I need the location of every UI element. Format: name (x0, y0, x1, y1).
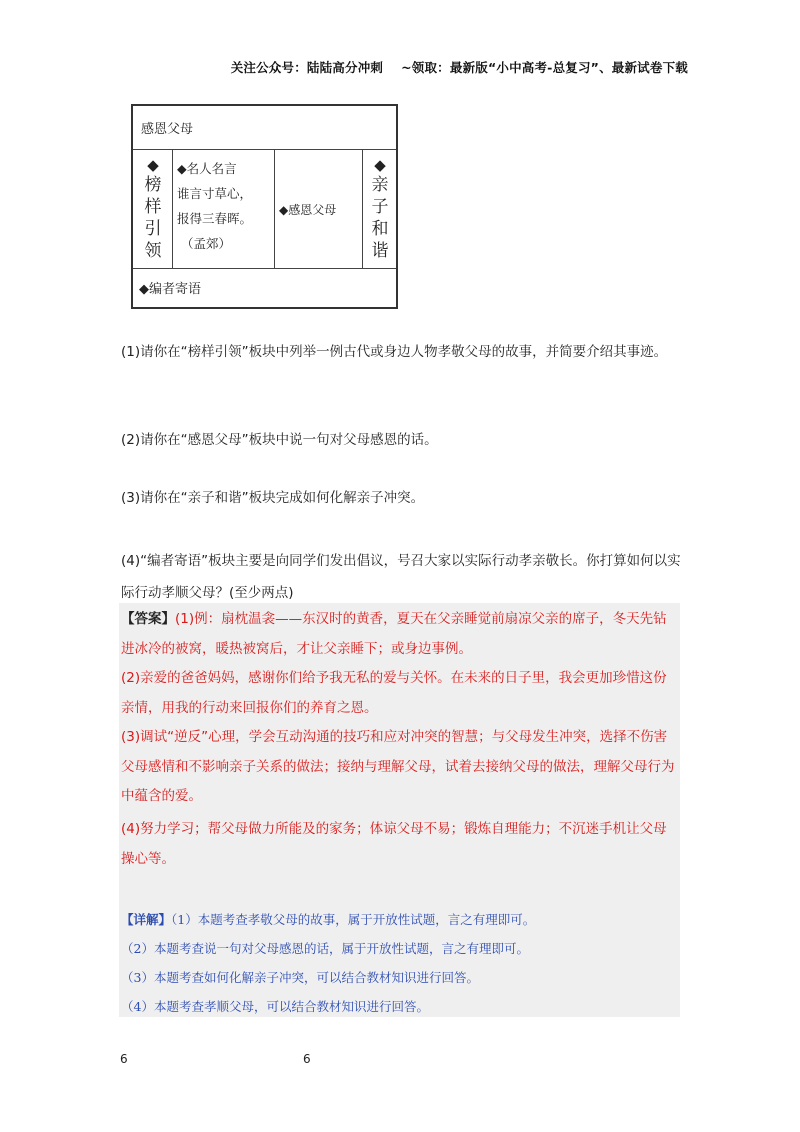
board-editor-row (133, 268, 396, 307)
quote-line: 谁言寸草心， (177, 186, 253, 201)
header-right: ~领取：最新版“小中高考-总复习”、最新试卷下载 (401, 60, 688, 75)
page-number: 6 (120, 1052, 128, 1066)
divider (362, 149, 363, 269)
section-char: 引 (144, 219, 162, 239)
question-3: (3)请你在“亲子和谐”板块完成如何化解亲子冲突。 (121, 490, 425, 506)
section-role-model (140, 156, 166, 262)
answer-text: (1)例：扇枕温衾——东汉时的黄香，夏天在父亲睡觉前扇凉父亲的席子，冬天先钻进冰冷的被窝，暖热被窝后，才让父亲睡下；或身边事例。 (121, 611, 667, 657)
section-char: 谐 (371, 241, 389, 261)
page-number: 6 (303, 1052, 311, 1066)
detail-label: 【详解】 (121, 912, 172, 927)
section-char: 领 (144, 241, 162, 261)
answer-item-2: (2)亲爱的爸爸妈妈，感谢你们给予我无私的爱与关怀。在未来的日子里，我会更加珍惜这份亲情，用我的行动来回报你们的养育之恩。 (121, 670, 667, 716)
gratitude-cell: ◆感恩父母 (279, 203, 337, 217)
divider (274, 149, 275, 269)
board-title-row (133, 106, 396, 150)
section-family-harmony (367, 156, 393, 262)
detail-line-3: （3）本题考查如何化解亲子冲突，可以结合教材知识进行回答。 (121, 970, 479, 985)
quote-heading: ◆名人名言 (177, 161, 237, 176)
question-4: (4)“编者寄语”板块主要是向同学们发出倡议，号召大家以实际行动孝亲敬长。你打算如何以实际行动孝顺父母？(至少两点) (121, 553, 681, 601)
detail-text: （1）本题考查孝敬父母的故事，属于开放性试题，言之有理即可。 (171, 912, 536, 927)
diamond-icon: ◆ (374, 156, 386, 174)
quote-author: （孟郊） (181, 236, 232, 251)
detail-line-4: （4）本题考查孝顺父母，可以结合教材知识进行回答。 (121, 999, 429, 1014)
handwritten-board (131, 104, 398, 309)
section-char: 子 (371, 197, 389, 217)
editor-note: ◆编者寄语 (139, 282, 201, 297)
answer-item-1 (121, 605, 679, 664)
board-title: 感恩父母 (141, 122, 194, 137)
detail-line-2: （2）本题考查说一句对父母感恩的话，属于开放性试题，言之有理即可。 (121, 941, 529, 956)
answer-label: 【答案】 (121, 611, 175, 627)
section-char: 样 (144, 197, 162, 217)
answer-item-4: (4)努力学习；帮父母做力所能及的家务；体谅父母不易；锻炼自理能力；不沉迷手机让父母操心等。 (121, 821, 667, 867)
quote-line: 报得三春晖。 (177, 211, 253, 226)
detail-line-1 (121, 906, 535, 934)
page-header (231, 58, 688, 76)
question-2: (2)请你在“感恩父母”板块中说一句对父母感恩的话。 (121, 432, 438, 448)
header-left: 关注公众号：陆陆高分冲刺 (230, 60, 384, 75)
diamond-icon: ◆ (147, 156, 159, 174)
famous-quote-cell (177, 156, 273, 256)
section-char: 和 (371, 219, 389, 239)
section-char: 榜 (144, 175, 162, 195)
divider (172, 149, 173, 269)
question-1: (1)请你在“榜样引领”板块中列举一例古代或身边人物孝敬父母的故事，并简要介绍其事迹。 (121, 344, 668, 360)
answer-item-3: (3)调试“逆反”心理，学会互动沟通的技巧和应对冲突的智慧；与父母发生冲突，选择不伤害父母感情和不影响亲子关系的做法；接纳与理解父母，试着去接纳父母的做法，理解父母行为中蕴含的爱。 (121, 729, 675, 804)
section-char: 亲 (371, 175, 389, 195)
